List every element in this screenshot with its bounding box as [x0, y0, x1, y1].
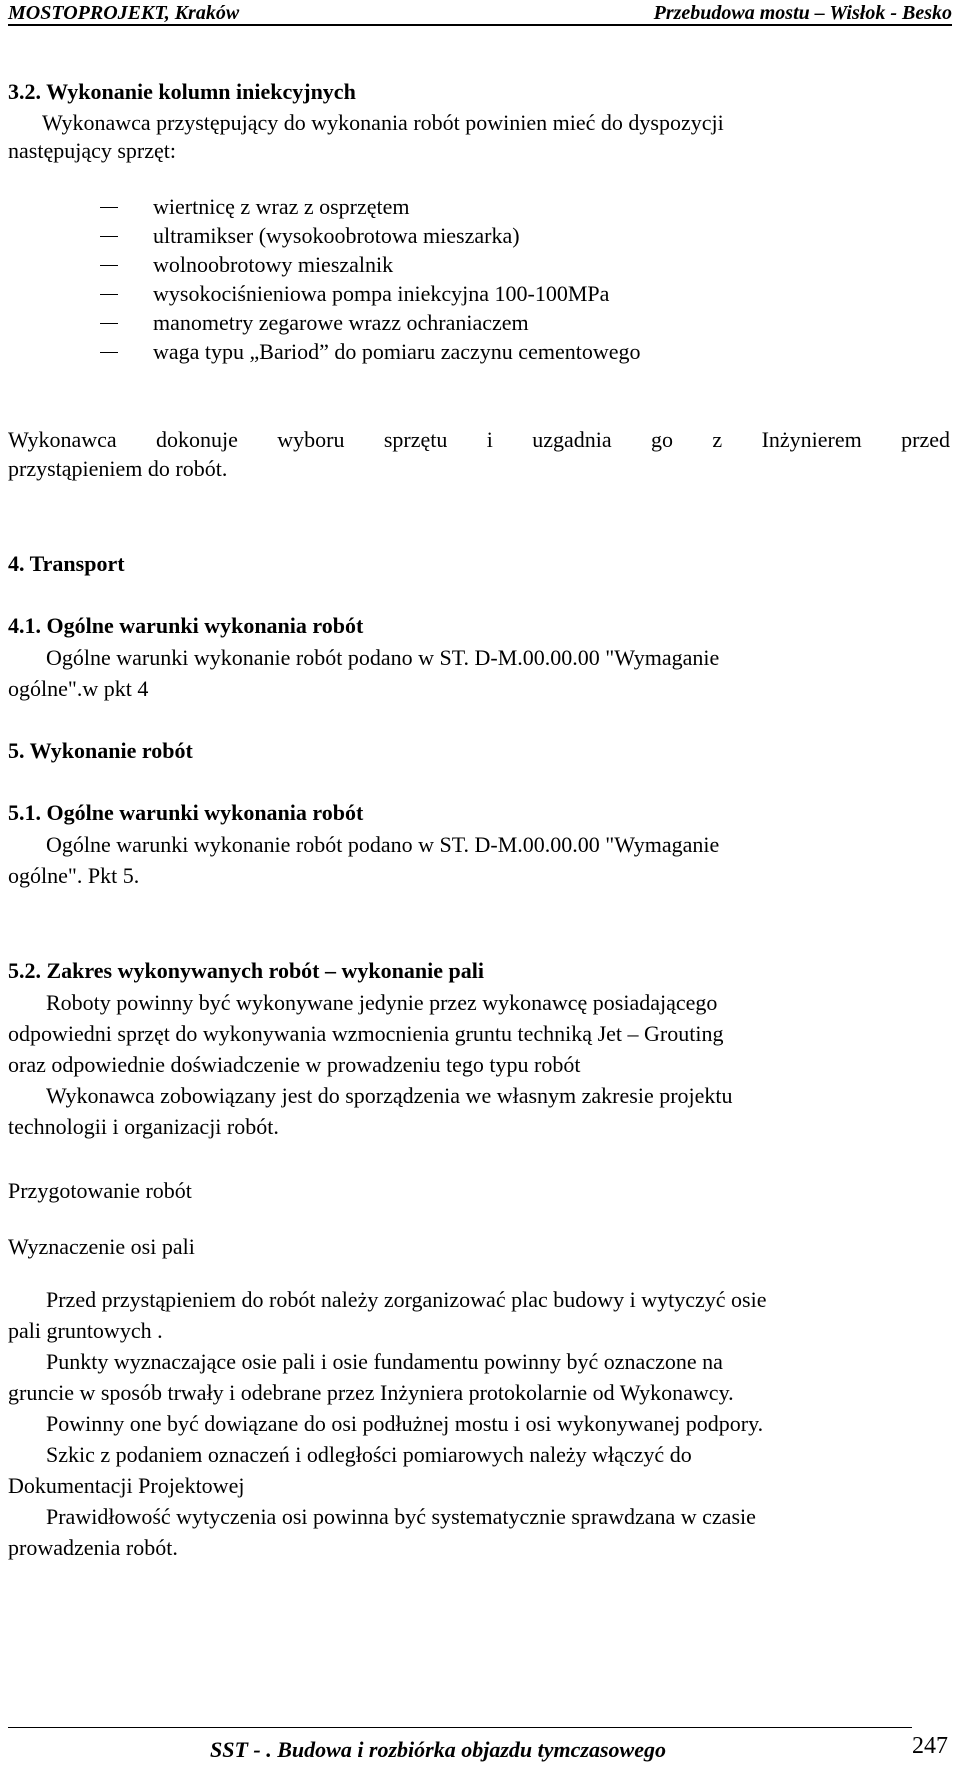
paragraph-line: Roboty powinny być wykonywane jedynie przez wykonawcę posiadającego	[46, 990, 718, 1015]
list-item: wolnoobrotowy mieszalnik	[153, 252, 394, 277]
paragraph-line: przystąpieniem do robót.	[8, 456, 228, 481]
section-heading-3-2: 3.2. Wykonanie kolumn iniekcyjnych	[8, 79, 356, 104]
section-heading-4: 4. Transport	[8, 551, 125, 576]
paragraph-line: technologii i organizacji robót.	[8, 1114, 279, 1139]
paragraph-line: Prawidłowość wytyczenia osi powinna być systematycznie sprawdzana w czasie	[46, 1504, 756, 1529]
section-heading-5-2: 5.2. Zakres wykonywanych robót – wykonanie pali	[8, 958, 484, 983]
paragraph-line: Szkic z podaniem oznaczeń i odległości pomiarowych należy włączyć do	[46, 1442, 692, 1467]
paragraph-line: Ogólne warunki wykonanie robót podano w ST. D-M.00.00.00 "Wymaganie	[46, 645, 720, 670]
subsection-title: Przygotowanie robót	[8, 1178, 192, 1203]
list-item: waga typu „Bariod” do pomiaru zaczynu cementowego	[153, 339, 641, 364]
dash-bullet	[100, 323, 118, 324]
paragraph-line: Powinny one być dowiązane do osi podłużnej mostu i osi wykonywanej podpory.	[46, 1411, 764, 1436]
page-header	[8, 2, 952, 26]
list-item: ultramikser (wysokoobrotowa mieszarka)	[153, 223, 520, 248]
header-project: Przebudowa mostu – Wisłok - Besko	[653, 2, 952, 24]
dash-bullet	[100, 294, 118, 295]
paragraph-line: Punkty wyznaczające osie pali i osie fundamentu powinny być oznaczone na	[46, 1349, 723, 1374]
paragraph-line: Wykonawca dokonuje wyboru sprzętu i uzgadnia go z Inżynierem przed	[8, 427, 950, 452]
paragraph-line: ogólne".w pkt 4	[8, 676, 149, 701]
section-heading-5-1: 5.1. Ogólne warunki wykonania robót	[8, 800, 364, 825]
footer-title: SST - . Budowa i rozbiórka objazdu tymczasowego	[210, 1737, 666, 1762]
paragraph-line: Wykonawca przystępujący do wykonania robót powinien mieć do dyspozycji	[42, 110, 724, 135]
footer-rule	[8, 1727, 912, 1728]
paragraph-line: pali gruntowych .	[8, 1318, 163, 1343]
paragraph-line: gruncie w sposób trwały i odebrane przez Inżyniera protokolarnie od Wykonawcy.	[8, 1380, 734, 1405]
dash-bullet	[100, 236, 118, 237]
list-item: manometry zegarowe wrazz ochraniaczem	[153, 310, 529, 335]
header-company: MOSTOPROJEKT, Kraków	[8, 2, 240, 24]
list-item: wysokociśnieniowa pompa iniekcyjna 100-100MPa	[153, 281, 610, 306]
page-number: 247	[912, 1733, 948, 1759]
paragraph-line: ogólne". Pkt 5.	[8, 863, 140, 888]
paragraph-line: Dokumentacji Projektowej	[8, 1473, 245, 1498]
subsection-title: Wyznaczenie osi pali	[8, 1234, 195, 1259]
dash-bullet	[100, 352, 118, 353]
paragraph-line: Wykonawca zobowiązany jest do sporządzenia we własnym zakresie projektu	[46, 1083, 733, 1108]
dash-bullet	[100, 265, 118, 266]
paragraph-line: Ogólne warunki wykonanie robót podano w ST. D-M.00.00.00 "Wymaganie	[46, 832, 720, 857]
paragraph-line: odpowiedni sprzęt do wykonywania wzmocnienia gruntu techniką Jet – Grouting	[8, 1021, 724, 1046]
section-heading-5: 5. Wykonanie robót	[8, 738, 193, 763]
section-heading-4-1: 4.1. Ogólne warunki wykonania robót	[8, 613, 364, 638]
paragraph-line: oraz odpowiednie doświadczenie w prowadzeniu tego typu robót	[8, 1052, 581, 1077]
dash-bullet	[100, 207, 118, 208]
list-item: wiertnicę z wraz z osprzętem	[153, 194, 410, 219]
paragraph-line: Przed przystąpieniem do robót należy zorganizować plac budowy i wytyczyć osie	[46, 1287, 767, 1312]
paragraph-line: prowadzenia robót.	[8, 1535, 178, 1560]
paragraph-line: następujący sprzęt:	[8, 138, 176, 163]
